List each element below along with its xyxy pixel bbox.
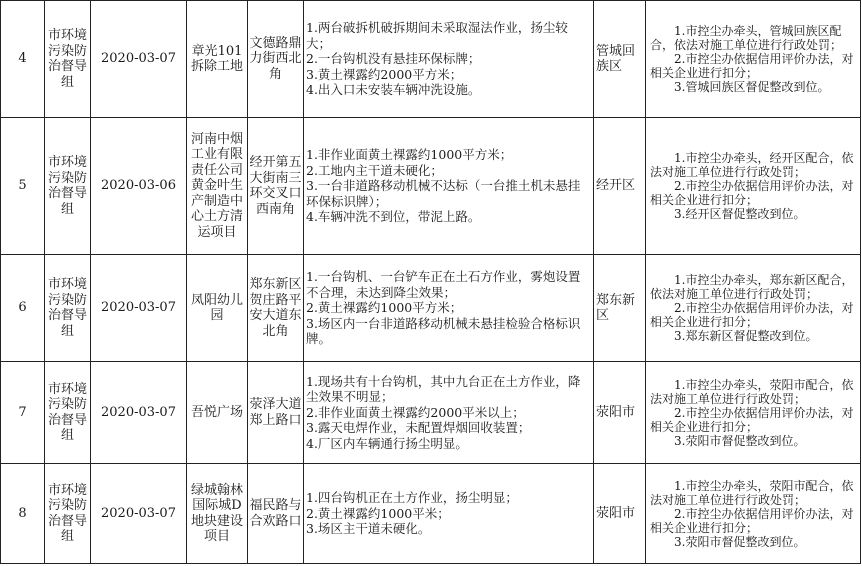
inspection-group-cell: 市环境污染防治督导组 [45,118,91,255]
problem-item: 3.露天电焊作业，未配置焊烟回收装置； [306,420,531,436]
project-location-cell: 文德路鼎力街西北角 [248,1,304,118]
inspection-date-cell: 2020-03-07 [91,255,187,362]
table-row [1,255,861,362]
row-number-cell: 7 [1,362,45,464]
measure-item: 3.荥阳市督促整改到位。 [674,433,806,448]
problems-cell [304,1,594,118]
project-name-cell: 绿城翰林国际城D地块建设项目 [187,464,248,564]
measures-cell [646,255,861,362]
row-number-cell: 5 [1,118,45,255]
row-number-cell: 8 [1,464,45,564]
district-cell: 荥阳市 [594,464,646,564]
problem-item: 3.场区内一台非道路移动机械未悬挂检验合格标识牌。 [306,315,581,347]
table-row [1,464,861,564]
measure-item: 2.市控尘办依据信用评价办法，对相关企业进行扣分； [650,405,854,434]
measure-item: 2.市控尘办依据信用评价办法，对相关企业进行扣分； [650,506,854,535]
district-cell: 经开区 [594,118,646,255]
measure-item: 2.市控尘办依据信用评价办法，对相关企业进行扣分； [650,179,854,207]
problems-cell [304,255,594,362]
measure-item: 2.市控尘办依据信用评价办法，对相关企业进行扣分； [650,52,854,80]
inspection-group-cell: 市环境污染防治督导组 [45,1,91,118]
measure-item: 3.管城回族区督促整改到位。 [674,80,830,94]
problem-item: 1.四台钩机正在土方作业，扬尘明显； [306,490,518,506]
problem-item: 2.黄土裸露约1000平米； [306,505,450,521]
measure-item: 3.荥阳市督促整改到位。 [674,534,806,549]
problem-item: 1.两台破拆机破拆期间未采取湿法作业，扬尘较大； [306,20,568,51]
measure-item: 3.郑东新区督促整改到位。 [674,329,818,343]
problem-item: 3.场区主干道未硬化。 [306,521,431,537]
project-location-cell: 经开第五大街南三环交叉口西南角 [248,118,304,255]
project-name-cell: 章光101拆除工地 [187,1,248,118]
problems-cell [304,362,594,464]
inspection-date-cell: 2020-03-06 [91,118,187,255]
measure-item: 2.市控尘办依据信用评价办法，对相关企业进行扣分； [650,301,854,329]
measures-cell [646,362,861,464]
measures-cell [646,1,861,118]
problem-item: 2.非作业面黄土裸露约2000平米以上； [306,404,525,420]
problem-item: 2.黄土裸露约1000平方米； [306,300,463,316]
project-location-cell: 郑东新区贺庄路平安大道东北角 [248,255,304,362]
inspection-date-cell: 2020-03-07 [91,464,187,564]
measure-item: 1.市控尘办牵头，经开区配合，依法对施工单位进行行政处罚； [650,151,854,179]
row-number-cell: 4 [1,1,45,118]
project-location-cell: 荥泽大道郑上路口 [248,362,304,464]
problem-item: 1.一台钩机、一台铲车正在土石方作业，雾炮设置不合理，未达到降尘效果； [306,269,581,300]
table-row [1,362,861,464]
table-row [1,118,861,255]
project-name-cell: 吾悦广场 [187,362,248,464]
inspection-group-cell: 市环境污染防治督导组 [45,255,91,362]
problem-item: 1.现场共有十台钩机，其中九台正在土方作业，降尘效果不明显； [306,373,581,405]
problem-item: 2.一台钩机没有悬挂环保标牌； [306,51,481,67]
measure-item: 1.市控尘办牵头，管城回族区配合，依法对施工单位进行行政处罚； [650,24,843,52]
problems-cell [304,464,594,564]
problem-item: 3.黄土裸露约2000平方米； [306,66,463,82]
district-cell: 郑东新区 [594,255,646,362]
measure-item: 1.市控尘办牵头，荥阳市配合，依法对施工单位进行行政处罚； [650,377,854,406]
inspection-date-cell: 2020-03-07 [91,1,187,118]
problems-cell [304,118,594,255]
problem-item: 1.非作业面黄土裸露约1000平方米； [306,147,513,163]
project-name-cell: 河南中烟工业有限责任公司黄金叶生产制造中心土方清运项目 [187,118,248,255]
measure-item: 1.市控尘办牵头，郑东新区配合，依法对施工单位进行行政处罚； [650,273,854,301]
problem-item: 2.工地内主干道未硬化； [306,162,443,178]
problem-item: 4.出入口未安装车辆冲洗设施。 [306,82,481,98]
project-name-cell: 凤阳幼儿园 [187,255,248,362]
problem-item: 3.一台非道路移动机械不达标（一台推土机未悬挂环保标识牌）； [306,178,581,209]
district-cell: 荥阳市 [594,362,646,464]
measure-item: 1.市控尘办牵头，荥阳市配合，依法对施工单位进行行政处罚； [650,478,854,507]
measures-cell [646,464,861,564]
row-number-cell: 6 [1,255,45,362]
measure-item: 3.经开区督促整改到位。 [674,207,806,221]
inspection-date-cell: 2020-03-07 [91,362,187,464]
measures-cell [646,118,861,255]
district-cell: 管城回族区 [594,1,646,118]
inspection-group-cell: 市环境污染防治督导组 [45,464,91,564]
problem-item: 4.车辆冲洗不到位，带泥上路。 [306,209,481,225]
table-row [1,1,861,118]
problem-item: 4.厂区内车辆通行扬尘明显。 [306,435,468,451]
project-location-cell: 福民路与合欢路口 [248,464,304,564]
inspection-group-cell: 市环境污染防治督导组 [45,362,91,464]
